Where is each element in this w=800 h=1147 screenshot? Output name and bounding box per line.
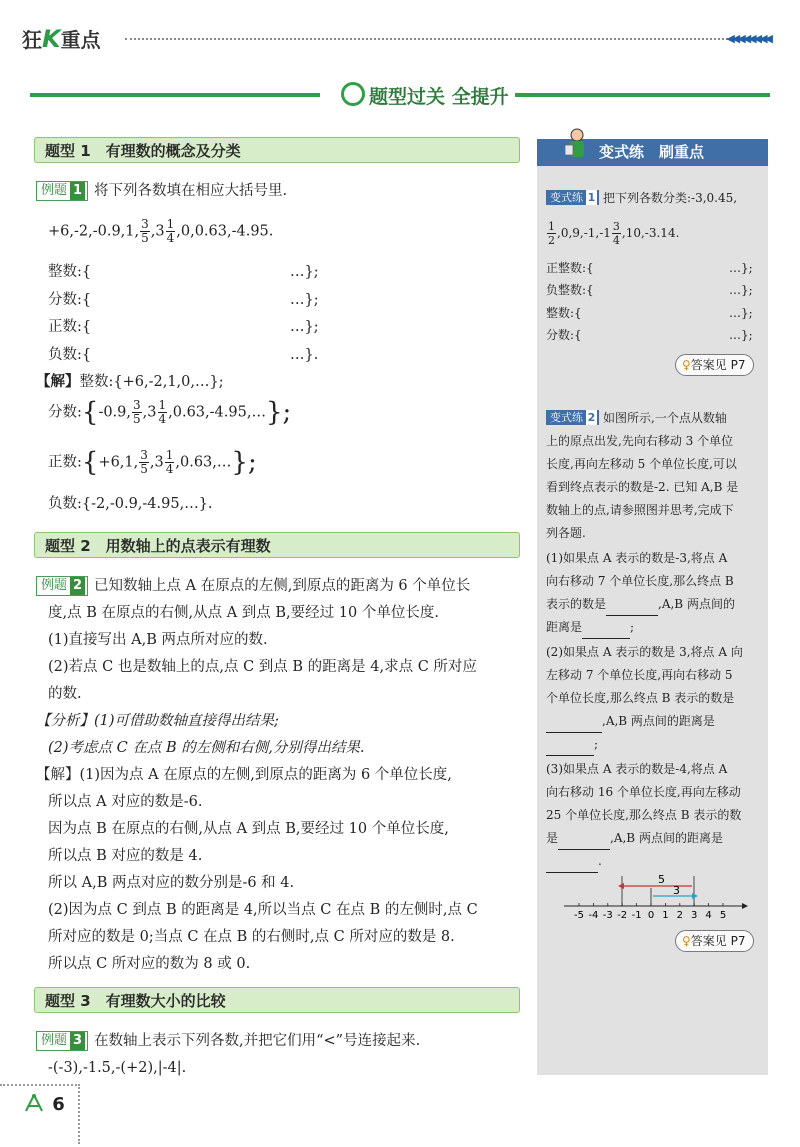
example2-solution-1: 【解】(1)因为点 A 在原点的左侧,到原点的距离为 6 个单位长度, [36, 767, 452, 783]
answer-blank[interactable] [606, 594, 658, 616]
axis-tick-label: 3 [691, 910, 698, 921]
q3-line-2: 向右移动 16 个单位长度,再向左移动 [546, 785, 741, 799]
axis-arrow-icon [742, 903, 748, 909]
student-icon [565, 127, 589, 163]
q3-line-4: 是 ,A,B 两点间的距离是 [546, 828, 723, 850]
variant1-row-neg-int: 负整数:{ …}; [546, 283, 753, 297]
brand-k: K [42, 25, 61, 53]
arrow-label-5: 5 [658, 873, 665, 886]
q1-line-2: 向右移动 7 个单位长度,那么终点 B [546, 574, 734, 588]
variant2-line-1: 变式练 2 如图所示,一个点从数轴 [546, 408, 727, 429]
q2-line-4: ,A,B 两点间的距离是 [546, 711, 715, 733]
section-title [335, 82, 515, 109]
example-tag-3: 例题 3 [36, 1031, 88, 1051]
blank-row-positive: 正数:{ …}; [48, 319, 319, 335]
axis-tick-label: -5 [574, 910, 584, 921]
blue-arrow-icon [692, 893, 698, 899]
variant1-prompt: 变式练 1 把下列各数分类:-3,0.45, [546, 188, 737, 209]
example2-solution-5: 所以 A,B 两点对应的数分别是-6 和 4. [48, 875, 295, 891]
answer-blank[interactable] [546, 711, 602, 733]
variant2-line-6: 列各题. [546, 526, 586, 540]
axis-tick-label: -2 [617, 910, 628, 921]
section-title-text: 题型过关 全提升 [369, 86, 509, 108]
brand-text-1: 狂 [22, 28, 42, 52]
sidebar-title: 变式练 刷重点 [599, 143, 705, 161]
q2-line-1: (2)如果点 A 表示的数是 3,将点 A 向 [546, 645, 743, 659]
variant1-row-frac: 分数:{ …}; [546, 328, 753, 342]
variant1-row-pos-int: 正整数:{ …}; [546, 261, 753, 275]
example1-prompt [36, 181, 287, 201]
example2-line-5: 的数. [48, 686, 82, 702]
example2-solution-6: (2)因为点 C 到点 B 的距离是 4,所以当点 C 在点 B 的左侧时,点 C [48, 902, 478, 918]
q2-line-2: 左移动 7 个单位长度,再向右移动 5 [546, 668, 733, 682]
example2-solution-2: 所以点 A 对应的数是-6. [48, 794, 203, 810]
variant1-numbers: $\frac{1}{2}$ ,0,9,-1,-1 $\frac{3}{4}$ ,10,-3.14. [548, 220, 680, 247]
answer-blank[interactable] [546, 734, 594, 756]
swirl-icon [341, 82, 365, 106]
fraction-3-5: $\frac{3}{5}$ [141, 217, 149, 245]
q2-line-5: ; [546, 734, 598, 756]
q1-line-3: 表示的数是 ,A,B 两点间的 [546, 594, 735, 616]
variant2-line-3: 长度,再向左移动 5 个单位长度,可以 [546, 457, 737, 471]
answer-link-1[interactable]: ♀答案见 P7 [675, 354, 754, 376]
answer-blank[interactable] [582, 617, 630, 639]
compass-icon [22, 1093, 46, 1113]
q1-line-1: (1)如果点 A 表示的数是-3,将点 A [546, 551, 728, 565]
answer-blank[interactable] [558, 828, 610, 850]
q1-line-4: 距离是 ; [546, 617, 634, 639]
q3-line-1: (3)如果点 A 表示的数是-4,将点 A [546, 762, 728, 776]
solution1-fractions: 分数:{-0.9, $\frac{3}{5}$ ,3 $\frac{1}{4}$ ,0.63,-4.95,…}; [48, 397, 292, 428]
example2-line-1: 例题 2 已知数轴上点 A 在原点的左侧,到原点的距离为 6 个单位长 [36, 576, 470, 596]
number-line-diagram [560, 872, 750, 922]
axis-tick-label: 5 [719, 910, 727, 921]
variant-tag-1: 变式练 1 [546, 190, 599, 205]
axis-tick-label: -3 [602, 910, 613, 921]
example2-solution-8: 所以点 C 所对应的数为 8 或 0. [48, 956, 251, 972]
page-number [22, 1093, 65, 1115]
example2-line-4: (2)若点 C 也是数轴上的点,点 C 到点 B 的距离是 4,求点 C 所对应 [48, 659, 477, 675]
axis-tick-label: 0 [647, 910, 655, 921]
variant1-row-int: 整数:{ …}; [546, 306, 753, 320]
solution1-positives: 正数:{+6,1, $\frac{3}{5}$ ,3 $\frac{1}{4}$ ,0.63,…}; [48, 447, 257, 478]
q2-line-3: 个单位长度,那么终点 B 表示的数是 [546, 691, 735, 705]
topic-bar-2: 题型 2 用数轴上的点表示有理数 [34, 532, 520, 558]
example-tag-2: 例题 2 [36, 576, 88, 596]
blank-row-negative: 负数:{ …}. [48, 347, 319, 363]
solution1-integers: 【解】整数:{+6,-2,1,0,…}; [36, 373, 224, 390]
variant2-line-4: 看到终点表示的数是-2. 已知 A,B 是 [546, 480, 739, 494]
solution1-negatives: 负数:{-2,-0.9,-4.95,…}. [48, 496, 213, 512]
chevron-left-icon: ◀◀◀◀◀◀◀◀ [726, 32, 770, 45]
axis-tick-label: -1 [631, 910, 642, 921]
brand-text-2: 重点 [60, 28, 101, 52]
example2-solution-3: 因为点 B 在原点的右侧,从点 A 到点 B,要经过 10 个单位长度, [48, 821, 449, 837]
answer-link-2[interactable]: ♀答案见 P7 [675, 930, 754, 952]
example2-line-3: (1)直接写出 A,B 两点所对应的数. [48, 632, 268, 648]
topic-bar-1: 题型 1 有理数的概念及分类 [34, 137, 520, 163]
axis-tick-label: 1 [662, 910, 669, 921]
page-number-text: 6 [52, 1094, 65, 1115]
example2-analysis-2: (2)考虑点 C 在点 B 的左侧和右侧,分别得出结果. [48, 740, 365, 756]
red-arrow-icon [618, 883, 624, 889]
example2-solution-7: 所对应的数是 0;当点 C 在点 B 的右侧时,点 C 所对应的数是 8. [48, 929, 455, 945]
q3-line-3: 25 个单位长度,那么终点 B 表示的数 [546, 808, 742, 822]
axis-tick-label: 4 [705, 910, 712, 921]
example2-analysis-1: 【分析】(1)可借助数轴直接得出结果; [36, 713, 279, 729]
variant2-line-5: 数轴上的点,请参照图并思考,完成下 [546, 503, 734, 517]
section-rule-left [30, 93, 320, 97]
topic-bar-3: 题型 3 有理数大小的比较 [34, 987, 520, 1013]
arrow-label-3: 3 [673, 884, 680, 897]
fraction-1-4: $\frac{1}{4}$ [166, 217, 175, 245]
example3-prompt: 例题 3 在数轴上表示下列各数,并把它们用“<”号连接起来. [36, 1031, 420, 1051]
q3-line-5: . [546, 851, 602, 873]
brand-logo [22, 24, 101, 53]
example2-solution-4: 所以点 B 对应的数是 4. [48, 848, 203, 864]
pin-icon: ♀ [682, 358, 691, 372]
axis-tick-label: 2 [676, 910, 683, 921]
sidebar-header [537, 139, 768, 166]
section-header [30, 82, 770, 106]
answer-blank[interactable] [546, 851, 598, 873]
variant-tag-2: 变式练 2 [546, 410, 599, 425]
pin-icon: ♀ [682, 934, 691, 948]
header-dotted-rule [125, 38, 740, 40]
blank-row-fraction: 分数:{ …}; [48, 292, 319, 308]
example3-numbers: -(-3),-1.5,-(+2),|-4|. [48, 1060, 187, 1076]
section-rule-right [500, 93, 770, 97]
example2-line-2: 度,点 B 在原点的右侧,从点 A 到点 B,要经过 10 个单位长度. [48, 605, 439, 621]
variant2-line-2: 上的原点出发,先向右移动 3 个单位 [546, 434, 734, 448]
blank-row-integer: 整数:{ …}; [48, 264, 319, 280]
axis-tick-label: -4 [588, 910, 599, 921]
example1-prompt-text: 将下列各数填在相应大括号里. [94, 183, 288, 199]
example1-numbers: +6,-2,-0.9,1, $\frac{3}{5}$ ,3 $\frac{1}{4}$ ,0,0.63,-4.95. [48, 217, 274, 245]
example-tag-1: 例题 1 [36, 181, 88, 201]
